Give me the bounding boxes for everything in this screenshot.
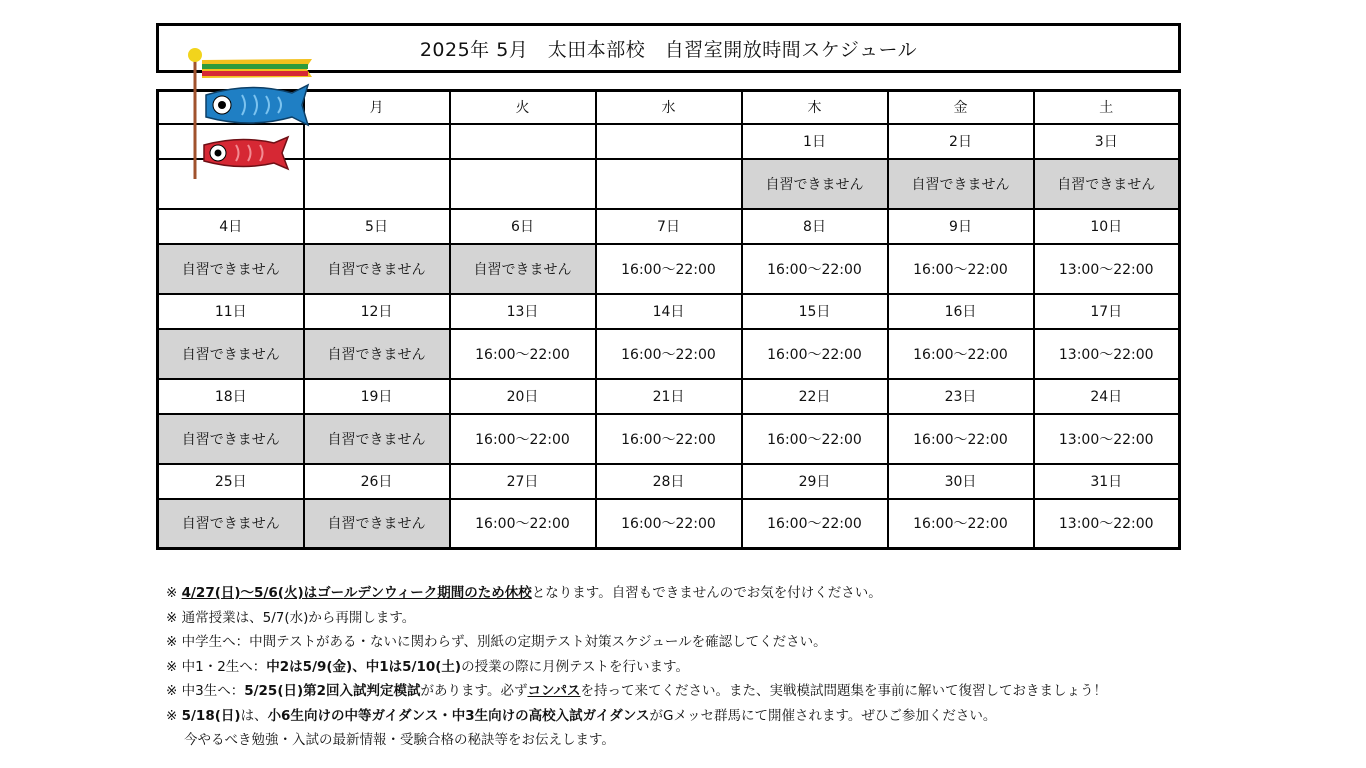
hours-cell: 13:00～22:00	[1034, 329, 1180, 379]
hours-cell: 16:00～22:00	[596, 329, 742, 379]
closed-cell: 自習できません	[304, 414, 450, 464]
closed-cell: 自習できません	[888, 159, 1034, 209]
date-cell: 3日	[1034, 124, 1180, 159]
hours-cell	[304, 159, 450, 209]
weekday-header: 木	[742, 91, 888, 124]
hours-cell: 16:00～22:00	[450, 499, 596, 549]
date-cell: 6日	[450, 209, 596, 244]
hours-cell: 16:00～22:00	[742, 244, 888, 294]
hours-cell: 13:00～22:00	[1034, 414, 1180, 464]
date-cell: 29日	[742, 464, 888, 499]
weekday-header: 土	[1034, 91, 1180, 124]
closed-cell: 自習できません	[304, 329, 450, 379]
date-cell: 2日	[888, 124, 1034, 159]
date-cell: 15日	[742, 294, 888, 329]
hours-cell: 16:00～22:00	[888, 329, 1034, 379]
hours-row	[158, 159, 1180, 209]
note-midterm: ※ 中学生へ：中間テストがある・ないに関わらず、別紙の定期テスト対策スケジュールを確認してください。	[166, 634, 827, 650]
hours-cell: 16:00～22:00	[596, 244, 742, 294]
note-golden-week: ※ 4/27(日)～5/6(火)はゴールデンウィーク期間のため休校となります。自習もできませんのでお気を付けください。	[166, 585, 882, 601]
date-cell: 16日	[888, 294, 1034, 329]
date-cell: 28日	[596, 464, 742, 499]
hours-row	[158, 244, 1180, 294]
hours-cell: 16:00～22:00	[596, 414, 742, 464]
hours-cell: 16:00～22:00	[742, 499, 888, 549]
hours-cell	[596, 159, 742, 209]
date-cell: 17日	[1034, 294, 1180, 329]
date-cell: 18日	[158, 379, 304, 414]
date-cell: 7日	[596, 209, 742, 244]
date-row	[158, 124, 1180, 159]
weekday-header: 月	[304, 91, 450, 124]
date-cell: 1日	[742, 124, 888, 159]
hours-cell: 13:00～22:00	[1034, 244, 1180, 294]
date-cell	[450, 124, 596, 159]
date-cell: 12日	[304, 294, 450, 329]
note-mock-exam: ※ 中3生へ：5/25(日)第2回入試判定模試があります。必ずコンパスを持って来てください。また、実戦模試問題集を事前に解いて復習しておきましょう！	[166, 683, 1108, 699]
date-cell	[158, 124, 304, 159]
hours-cell: 16:00～22:00	[742, 329, 888, 379]
hours-cell	[158, 159, 304, 209]
hours-cell: 16:00～22:00	[888, 499, 1034, 549]
date-row	[158, 209, 1180, 244]
note-monthly-test: ※ 中1・2生へ：中2は5/9(金)、中1は5/10(土)の授業の際に月例テストを行います。	[166, 658, 689, 675]
date-cell: 26日	[304, 464, 450, 499]
closed-cell: 自習できません	[304, 244, 450, 294]
date-cell: 5日	[304, 209, 450, 244]
weekday-header-row	[158, 91, 1180, 124]
date-cell: 13日	[450, 294, 596, 329]
hours-cell: 16:00～22:00	[596, 499, 742, 549]
weekday-header	[158, 91, 304, 124]
note-classes-resume: ※ 通常授業は、5/7(水)から再開します。	[166, 609, 416, 626]
date-cell: 30日	[888, 464, 1034, 499]
closed-cell: 自習できません	[158, 414, 304, 464]
date-cell: 9日	[888, 209, 1034, 244]
date-cell	[596, 124, 742, 159]
closed-cell: 自習できません	[304, 499, 450, 549]
weekday-header: 火	[450, 91, 596, 124]
date-cell: 24日	[1034, 379, 1180, 414]
hours-cell	[450, 159, 596, 209]
weekday-header: 金	[888, 91, 1034, 124]
closed-cell: 自習できません	[450, 244, 596, 294]
weekday-header: 水	[596, 91, 742, 124]
hours-row	[158, 499, 1180, 549]
date-cell: 22日	[742, 379, 888, 414]
hours-cell: 16:00～22:00	[742, 414, 888, 464]
page-title: 2025年 5月 太田本部校 自習室開放時間スケジュール	[156, 23, 1181, 73]
date-cell: 23日	[888, 379, 1034, 414]
date-cell: 21日	[596, 379, 742, 414]
notes-section	[166, 581, 1276, 753]
date-cell: 27日	[450, 464, 596, 499]
date-cell: 20日	[450, 379, 596, 414]
date-cell: 25日	[158, 464, 304, 499]
date-row	[158, 379, 1180, 414]
date-cell: 14日	[596, 294, 742, 329]
date-cell: 10日	[1034, 209, 1180, 244]
date-row	[158, 294, 1180, 329]
hours-cell: 16:00～22:00	[450, 329, 596, 379]
date-cell: 8日	[742, 209, 888, 244]
hours-cell: 13:00～22:00	[1034, 499, 1180, 549]
note-guidance: ※ 5/18(日)は、小6生向けの中等ガイダンス・中3生向けの高校入試ガイダンスがGメッセ群馬にて開催されます。ぜひご参加ください。	[166, 707, 997, 724]
date-cell: 19日	[304, 379, 450, 414]
closed-cell: 自習できません	[158, 329, 304, 379]
date-cell	[304, 124, 450, 159]
closed-cell: 自習できません	[158, 244, 304, 294]
hours-cell: 16:00～22:00	[888, 414, 1034, 464]
hours-row	[158, 329, 1180, 379]
closed-cell: 自習できません	[742, 159, 888, 209]
closed-cell: 自習できません	[1034, 159, 1180, 209]
schedule-table	[156, 89, 1181, 550]
note-guidance-detail: 今やるべき勉強・入試の最新情報・受験合格の秘訣等をお伝えします。	[184, 732, 615, 748]
date-row	[158, 464, 1180, 499]
hours-cell: 16:00～22:00	[888, 244, 1034, 294]
date-cell: 4日	[158, 209, 304, 244]
closed-cell: 自習できません	[158, 499, 304, 549]
hours-cell: 16:00～22:00	[450, 414, 596, 464]
date-cell: 31日	[1034, 464, 1180, 499]
hours-row	[158, 414, 1180, 464]
date-cell: 11日	[158, 294, 304, 329]
